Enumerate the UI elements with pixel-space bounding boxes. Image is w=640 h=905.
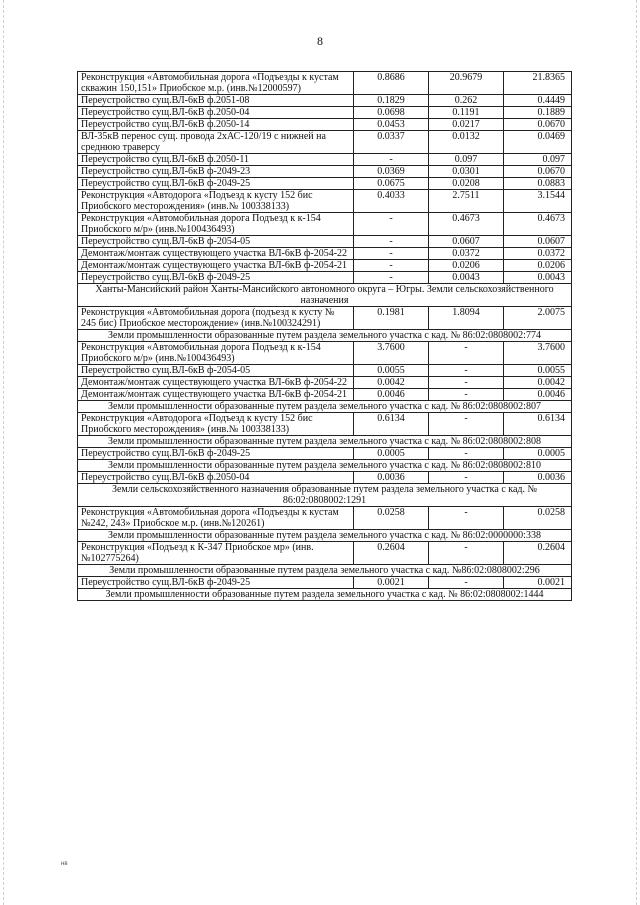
table-row bbox=[78, 72, 572, 95]
value-cell-1: 0.0698 bbox=[354, 107, 429, 119]
value-cell-2: - bbox=[429, 472, 504, 484]
value-cell-1: 0.0005 bbox=[354, 448, 429, 460]
table-row bbox=[78, 131, 572, 154]
value-total-cell: 0.0206 bbox=[504, 260, 572, 272]
value-total-cell: 0.2604 bbox=[504, 542, 572, 565]
object-name-cell: Реконструкция «Автомобильная дорога «Подъезды к кустам №242, 243» Приобское м.р. (инв.№120261) bbox=[78, 507, 354, 530]
value-cell-2: 0.1191 bbox=[429, 107, 504, 119]
value-cell-1: 0.0042 bbox=[354, 377, 429, 389]
section-header: Земли промышленности образованные путем раздела земельного участка с кад. № 86:02:0000000:338 bbox=[78, 530, 572, 542]
object-name-cell: Переустройство сущ.ВЛ-6кВ ф-2049-25 bbox=[78, 272, 354, 284]
object-name-cell: Переустройство сущ.ВЛ-6кВ ф.2050-04 bbox=[78, 472, 354, 484]
table-row bbox=[78, 213, 572, 236]
value-cell-1: 0.0337 bbox=[354, 131, 429, 154]
section-header-row bbox=[78, 436, 572, 448]
value-total-cell: 2.0075 bbox=[504, 307, 572, 330]
value-total-cell: 3.1544 bbox=[504, 190, 572, 213]
value-cell-2: 0.262 bbox=[429, 95, 504, 107]
value-total-cell: 0.0883 bbox=[504, 178, 572, 190]
value-cell-1: 0.4033 bbox=[354, 190, 429, 213]
table-row bbox=[78, 154, 572, 166]
value-total-cell: 3.7600 bbox=[504, 342, 572, 365]
value-total-cell: 0.1889 bbox=[504, 107, 572, 119]
value-cell-2: 0.0372 bbox=[429, 248, 504, 260]
table-row bbox=[78, 389, 572, 401]
value-total-cell: 0.0036 bbox=[504, 472, 572, 484]
table-row bbox=[78, 236, 572, 248]
value-total-cell: 0.0005 bbox=[504, 448, 572, 460]
section-header: Земли промышленности образованные путем раздела земельного участка с кад. № 86:02:0808002:1444 bbox=[78, 589, 572, 601]
section-header: Земли промышленности образованные путем раздела земельного участка с кад. № 86:02:0808002:807 bbox=[78, 401, 572, 413]
object-name-cell: Реконструкция «Автомобильная дорога Подъезд к к-154 Приобского м/р» (инв.№100436493) bbox=[78, 342, 354, 365]
value-cell-2: - bbox=[429, 448, 504, 460]
value-total-cell: 0.097 bbox=[504, 154, 572, 166]
object-name-cell: Реконструкция «Подъезд к К-347 Приобское мр» (инв.№102775264) bbox=[78, 542, 354, 565]
table-row bbox=[78, 178, 572, 190]
value-cell-1: 0.0258 bbox=[354, 507, 429, 530]
value-total-cell: 0.0258 bbox=[504, 507, 572, 530]
table-row bbox=[78, 413, 572, 436]
table-row bbox=[78, 272, 572, 284]
section-header: Земли промышленности образованные путем раздела земельного участка с кад. № 86:02:0808002:810 bbox=[78, 460, 572, 472]
value-cell-1: - bbox=[354, 260, 429, 272]
section-header-row bbox=[78, 284, 572, 307]
value-cell-2: 0.4673 bbox=[429, 213, 504, 236]
value-cell-1: - bbox=[354, 213, 429, 236]
value-cell-2: - bbox=[429, 413, 504, 436]
table-row bbox=[78, 342, 572, 365]
section-header-row bbox=[78, 589, 572, 601]
value-cell-1: 0.1829 bbox=[354, 95, 429, 107]
object-name-cell: Реконструкция «Автомобильная дорога «Подъезды к кустам скважин 150,151» Приобское м.р. (инв.№12000597) bbox=[78, 72, 354, 95]
scan-edge-left bbox=[3, 0, 4, 905]
section-header-row bbox=[78, 530, 572, 542]
value-cell-1: 0.2604 bbox=[354, 542, 429, 565]
section-header-row bbox=[78, 401, 572, 413]
section-header: Земли промышленности образованные путем раздела земельного участка с кад. №86:02:0808002:296 bbox=[78, 565, 572, 577]
table-row bbox=[78, 472, 572, 484]
table-row bbox=[78, 307, 572, 330]
object-name-cell: Реконструкция «Автомобильная дорога Подъезд к к-154 Приобского м/р» (инв.№100436493) bbox=[78, 213, 354, 236]
table-row bbox=[78, 448, 572, 460]
object-name-cell: Демонтаж/монтаж существующего участка ВЛ-6кВ ф-2054-22 bbox=[78, 248, 354, 260]
object-name-cell: Переустройство сущ.ВЛ-6кВ ф.2051-08 bbox=[78, 95, 354, 107]
value-cell-1: - bbox=[354, 272, 429, 284]
object-name-cell: Переустройство сущ.ВЛ-6кВ ф-2049-23 bbox=[78, 166, 354, 178]
value-cell-1: 3.7600 bbox=[354, 342, 429, 365]
object-name-cell: Демонтаж/монтаж существующего участка ВЛ-6кВ ф-2054-22 bbox=[78, 377, 354, 389]
object-name-cell: Демонтаж/монтаж существующего участка ВЛ-6кВ ф-2054-21 bbox=[78, 260, 354, 272]
value-cell-1: 0.6134 bbox=[354, 413, 429, 436]
table-row bbox=[78, 190, 572, 213]
value-total-cell: 0.0043 bbox=[504, 272, 572, 284]
table-row bbox=[78, 377, 572, 389]
object-name-cell: Переустройство сущ.ВЛ-6кВ ф-2054-05 bbox=[78, 365, 354, 377]
value-cell-1: 0.0453 bbox=[354, 119, 429, 131]
scan-edge-right bbox=[636, 0, 637, 905]
section-header-row bbox=[78, 330, 572, 342]
object-name-cell: ВЛ-35кВ перенос сущ. провода 2хАС-120/19 с нижней на среднюю траверсу bbox=[78, 131, 354, 154]
value-cell-2: 0.097 bbox=[429, 154, 504, 166]
object-name-cell: Переустройство сущ.ВЛ-6кВ ф-2049-25 bbox=[78, 178, 354, 190]
value-total-cell: 0.0046 bbox=[504, 389, 572, 401]
section-header-row bbox=[78, 484, 572, 507]
value-cell-1: - bbox=[354, 248, 429, 260]
table-row bbox=[78, 119, 572, 131]
value-total-cell: 0.0055 bbox=[504, 365, 572, 377]
table-row bbox=[78, 166, 572, 178]
value-total-cell: 0.4449 bbox=[504, 95, 572, 107]
value-cell-2: 0.0043 bbox=[429, 272, 504, 284]
object-name-cell: Реконструкция «Автодорога «Подъезд к кусту 152 бис Приобского месторождения» (инв.№ 100338133) bbox=[78, 190, 354, 213]
value-cell-1: 0.0046 bbox=[354, 389, 429, 401]
footer-mark: нв bbox=[61, 861, 68, 867]
object-name-cell: Переустройство сущ.ВЛ-6кВ ф-2049-25 bbox=[78, 448, 354, 460]
section-header-row bbox=[78, 460, 572, 472]
table-row bbox=[78, 248, 572, 260]
value-cell-1: 0.0021 bbox=[354, 577, 429, 589]
value-cell-1: 0.1981 bbox=[354, 307, 429, 330]
value-cell-1: 0.0675 bbox=[354, 178, 429, 190]
value-cell-2: 20.9679 bbox=[429, 72, 504, 95]
section-header: Ханты-Мансийский район Ханты-Мансийского автономного округа – Югры. Земли сельскохозяйственного назначения bbox=[78, 284, 572, 307]
table-row bbox=[78, 107, 572, 119]
value-cell-2: 0.0607 bbox=[429, 236, 504, 248]
value-cell-2: 0.0217 bbox=[429, 119, 504, 131]
object-name-cell: Демонтаж/монтаж существующего участка ВЛ-6кВ ф-2054-21 bbox=[78, 389, 354, 401]
value-total-cell: 0.0469 bbox=[504, 131, 572, 154]
value-total-cell: 0.0670 bbox=[504, 166, 572, 178]
value-cell-2: - bbox=[429, 577, 504, 589]
value-cell-2: - bbox=[429, 542, 504, 565]
value-cell-1: 0.0036 bbox=[354, 472, 429, 484]
value-cell-2: - bbox=[429, 377, 504, 389]
table-row bbox=[78, 95, 572, 107]
value-cell-2: 0.0301 bbox=[429, 166, 504, 178]
land-allocation-table bbox=[77, 71, 572, 601]
value-cell-2: - bbox=[429, 507, 504, 530]
table-row bbox=[78, 365, 572, 377]
object-name-cell: Переустройство сущ.ВЛ-6кВ ф.2050-11 bbox=[78, 154, 354, 166]
object-name-cell: Переустройство сущ.ВЛ-6кВ ф-2049-25 bbox=[78, 577, 354, 589]
value-cell-1: 0.0369 bbox=[354, 166, 429, 178]
object-name-cell: Реконструкция «Автомобильная дорога (подъезд к кусту № 245 бис) Приобское месторождение» (инв.№100324291) bbox=[78, 307, 354, 330]
value-cell-2: - bbox=[429, 342, 504, 365]
object-name-cell: Реконструкция «Автодорога «Подъезд к кусту 152 бис Приобского месторождения» (инв.№ 100338133) bbox=[78, 413, 354, 436]
section-header: Земли промышленности образованные путем раздела земельного участка с кад. № 86:02:0808002:774 bbox=[78, 330, 572, 342]
object-name-cell: Переустройство сущ.ВЛ-6кВ ф.2050-04 bbox=[78, 107, 354, 119]
value-cell-2: 0.0132 bbox=[429, 131, 504, 154]
section-header: Земли промышленности образованные путем раздела земельного участка с кад. № 86:02:0808002:808 bbox=[78, 436, 572, 448]
value-total-cell: 21.8365 bbox=[504, 72, 572, 95]
value-cell-1: 0.8686 bbox=[354, 72, 429, 95]
object-name-cell: Переустройство сущ.ВЛ-6кВ ф.2050-14 bbox=[78, 119, 354, 131]
value-cell-1: - bbox=[354, 154, 429, 166]
value-total-cell: 0.0021 bbox=[504, 577, 572, 589]
object-name-cell: Переустройство сущ.ВЛ-6кВ ф-2054-05 bbox=[78, 236, 354, 248]
table-row bbox=[78, 507, 572, 530]
value-cell-2: 2.7511 bbox=[429, 190, 504, 213]
value-cell-2: 0.0206 bbox=[429, 260, 504, 272]
value-cell-1: 0.0055 bbox=[354, 365, 429, 377]
value-total-cell: 0.0042 bbox=[504, 377, 572, 389]
value-total-cell: 0.0670 bbox=[504, 119, 572, 131]
value-cell-1: - bbox=[354, 236, 429, 248]
value-cell-2: 1.8094 bbox=[429, 307, 504, 330]
value-total-cell: 0.0607 bbox=[504, 236, 572, 248]
section-header: Земли сельскохозяйственного назначения образованные путем раздела земельного участка с кад. № 86:02:0808002:1291 bbox=[78, 484, 572, 507]
table-body bbox=[78, 72, 572, 601]
value-cell-2: 0.0208 bbox=[429, 178, 504, 190]
value-cell-2: - bbox=[429, 365, 504, 377]
page-number: 8 bbox=[317, 34, 323, 48]
value-total-cell: 0.4673 bbox=[504, 213, 572, 236]
table-row bbox=[78, 577, 572, 589]
table-row bbox=[78, 542, 572, 565]
section-header-row bbox=[78, 565, 572, 577]
value-cell-2: - bbox=[429, 389, 504, 401]
value-total-cell: 0.6134 bbox=[504, 413, 572, 436]
table-row bbox=[78, 260, 572, 272]
value-total-cell: 0.0372 bbox=[504, 248, 572, 260]
